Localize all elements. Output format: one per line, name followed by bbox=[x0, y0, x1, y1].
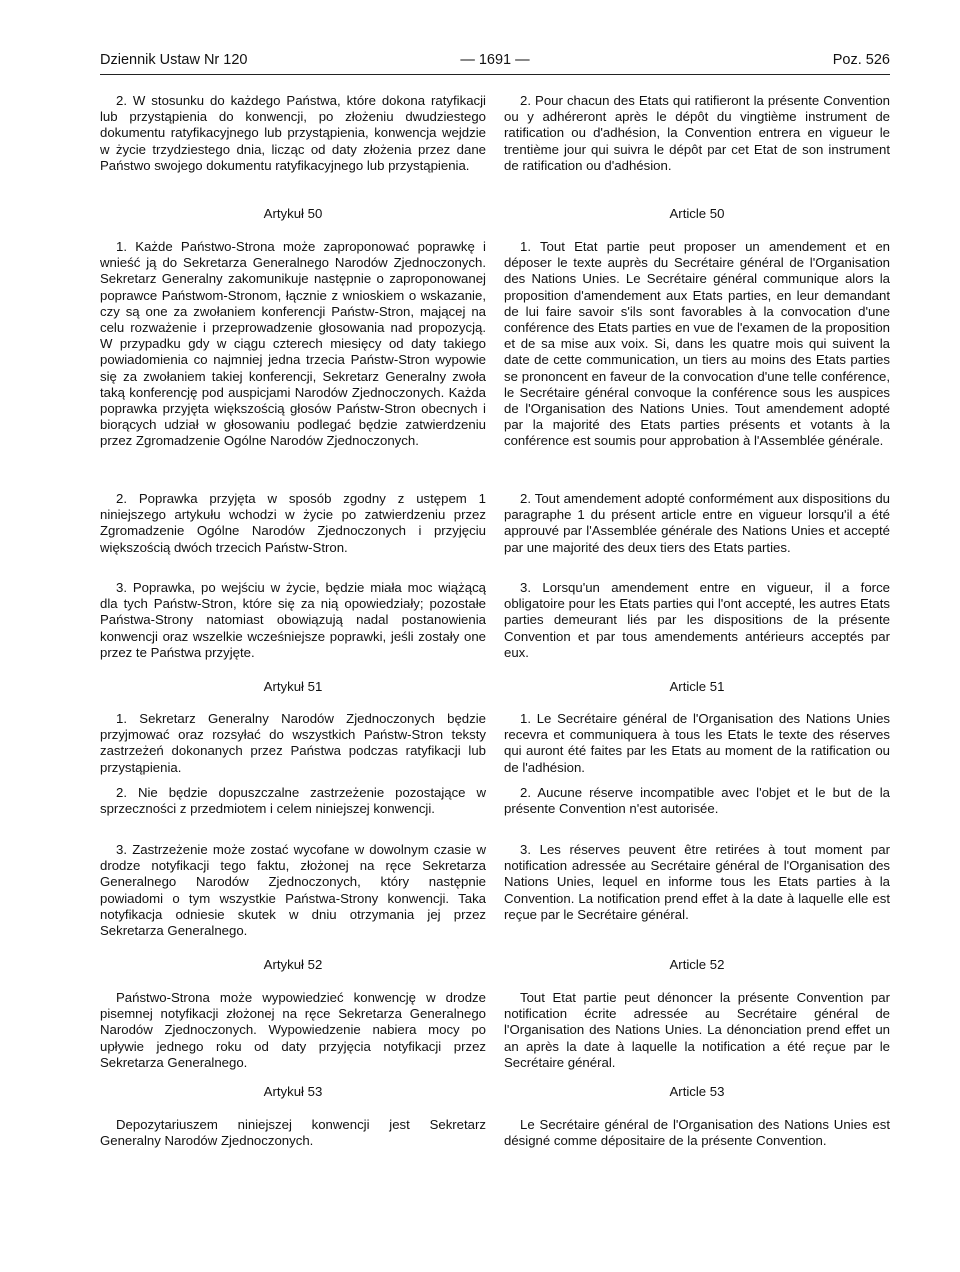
header-divider bbox=[100, 74, 890, 75]
french-art52-title: Article 52 bbox=[669, 957, 725, 972]
polish-art53-body: Depozytariuszem niniejszej konwencji jest Sekretarz Generalny Narodów Zjednoczonych. bbox=[100, 1117, 486, 1149]
polish-art51-para-2: 2. Nie będzie dopuszczalne zastrzeżenie pozostające w sprzeczności z przedmiotem i celem niniejszej konwencji. bbox=[100, 785, 486, 817]
french-art50-para-2: 2. Tout amendement adopté conformément aux dispositions du paragraphe 1 du présent article entre en vigueur lorsqu'il a été approuvé par l'Assemblée générale des Nations Unies et accepté par une majorité des deux tiers des Etats parties. bbox=[504, 491, 890, 555]
polish-art52-body: Państwo-Strona może wypowiedzieć konwencję w drodze pisemnej notyfikacji złożonej na ręce Sekretarza Generalnego Narodów Zjednoczonych. Wypowiedzenie nabiera mocy po upływie jednego roku od daty przyjęcia notyfikacji przez Sekretarza Generalnego. bbox=[100, 990, 486, 1070]
french-art52-body: Tout Etat partie peut dénoncer la présente Convention par notification écrite adressée au Secrétaire général de l'Organisation des Nations Unies. La dénonciation prend effet un an après la date à laquelle la notification a été reçue par le Secrétaire général. bbox=[504, 990, 890, 1070]
journal-title: Dziennik Ustaw Nr 120 bbox=[100, 52, 248, 68]
polish-art49-para-2: 2. W stosunku do każdego Państwa, które dokona ratyfikacji lub przystąpienia do konwencji, po złożeniu dwudziestego dokumentu ratyfikacyjnego lub przystąpienia, konwencja wejdzie w życie trzydziestego dnia, licząc od daty złożenia przez dane Państwo swojego dokumentu ratyfikacyjnego lub przystąpienia. bbox=[100, 93, 486, 173]
french-art53-body: Le Secrétaire général de l'Organisation des Nations Unies est désigné comme dépositaire de la présente Convention. bbox=[504, 1117, 890, 1149]
polish-art53-title: Artykuł 53 bbox=[263, 1084, 323, 1099]
page-number: — 1691 — bbox=[460, 52, 530, 68]
polish-art50-para-1: 1. Każde Państwo-Strona może zaproponować poprawkę i wnieść ją do Sekretarza Generalnego Narodów Zjednoczonych. Sekretarz Generalny zakomunikuje następnie o zaproponowanej poprawce Państwom-Stronom, łącznie z wnioskiem o wskazanie, czy są one za zwołaniem konferencji Państw-Stron, mającej na celu rozważenie i przeprowadzenie głosowania nad propozycją. W przypadku gdy w ciągu czterech miesięcy od daty takiego powiadomienia co najmniej jedna trzecia Państw-Stron wypowie się za zwołaniem takiej konferencji, Sekretarz Generalny zwoła taką konferencję pod auspicjami Narodów Zjednoczonych. Każda poprawka przyjęta większością głosów Państw-Stron obecnych i biorących udział w głosowaniu podlegać będzie zatwierdzeniu przez Zgromadzenie Ogólne Narodów Zjednoczonych. bbox=[100, 239, 486, 449]
position-number: Poz. 526 bbox=[832, 52, 890, 68]
french-art51-para-1: 1. Le Secrétaire général de l'Organisation des Nations Unies recevra et communiquera à tous les Etats le texte des réserves qui auront été faites par les Etats au moment de la ratification ou de l'adhésion. bbox=[504, 711, 890, 775]
polish-art51-title: Artykuł 51 bbox=[263, 679, 323, 694]
french-art50-title: Article 50 bbox=[669, 206, 725, 221]
french-art51-title: Article 51 bbox=[669, 679, 725, 694]
polish-art50-title: Artykuł 50 bbox=[263, 206, 323, 221]
polish-art51-para-3: 3. Zastrzeżenie może zostać wycofane w dowolnym czasie w drodze notyfikacji tego faktu, złożonej na ręce Sekretarza Generalnego Narodów Zjednoczonych, który następnie powiadomi o tym wszystkie Państwa-Strony konwencji. Taka notyfikacja odniesie skutek w dniu otrzymania jej przez Sekretarza Generalnego. bbox=[100, 842, 486, 939]
polish-art51-para-1: 1. Sekretarz Generalny Narodów Zjednoczonych będzie przyjmować oraz rozsyłać do wszystkich Państw-Stron teksty zastrzeżeń dokonanych przez Państwa podczas ratyfikacji lub przystąpienia. bbox=[100, 711, 486, 775]
polish-art50-para-3: 3. Poprawka, po wejściu w życie, będzie miała moc wiążącą dla tych Państw-Stron, które się za nią opowiedziały; pozostałe Państwa-Strony natomiast obowiązują nadal postanowienia konwencji oraz wszelkie wcześniejsze poprawki, jeśli zostały one przez te Państwa przyjęte. bbox=[100, 580, 486, 660]
french-art50-para-1: 1. Tout Etat partie peut proposer un amendement et en déposer le texte auprès du Secrétaire général de l'Organisation des Nations Unies. Le Secrétaire général communique alors la proposition d'amendement aux Etats parties, en leur demandant de lui faire savoir s'ils sont favorables à la convocation d'une conférence des Etats parties en vue de l'examen de la proposition et de sa mise aux voix. Si, dans les quatre mois qui suivent la date de cette communication, un tiers au moins des Etats parties se prononcent en faveur de la convocation d'une telle conférence, le Secrétaire général convoque la conférence sous les auspices de l'Organisation des Nations Unies. Tout amendement adopté par la majorité des Etats parties présents et votants à la conférence est soumis pour approbation à l'Assemblée générale. bbox=[504, 239, 890, 449]
french-art49-para-2: 2. Pour chacun des Etats qui ratifieront la présente Convention ou y adhéreront après le dépôt du vingtième instrument de ratification ou d'adhésion, la Convention entrera en vigueur le trentième jour qui suivra le dépôt par cet Etat de son instrument de ratification ou d'adhésion. bbox=[504, 93, 890, 173]
polish-art50-para-2: 2. Poprawka przyjęta w sposób zgodny z ustępem 1 niniejszego artykułu wchodzi w życie po zatwierdzeniu przez Zgromadzenie Ogólne Narodów Zjednoczonych i przyjęciu większością dwóch trzecich Państw-Stron. bbox=[100, 491, 486, 555]
page-header bbox=[100, 52, 890, 74]
french-art50-para-3: 3. Lorsqu'un amendement entre en vigueur, il a force obligatoire pour les Etats parties qui l'ont accepté, les autres Etats parties demeurant liés par les dispositions de la présente Convention et par tous amendements antérieurs acceptés par eux. bbox=[504, 580, 890, 660]
polish-art52-title: Artykuł 52 bbox=[263, 957, 323, 972]
french-art53-title: Article 53 bbox=[669, 1084, 725, 1099]
french-art51-para-3: 3. Les réserves peuvent être retirées à tout moment par notification adressée au Secrétaire général de l'Organisation des Nations Unies, lequel en informe tous les Etats parties à la Convention. La notification prend effet à la date à laquelle elle est reçue par le Secrétaire général. bbox=[504, 842, 890, 922]
french-art51-para-2: 2. Aucune réserve incompatible avec l'objet et le but de la présente Convention n'est autorisée. bbox=[504, 785, 890, 817]
